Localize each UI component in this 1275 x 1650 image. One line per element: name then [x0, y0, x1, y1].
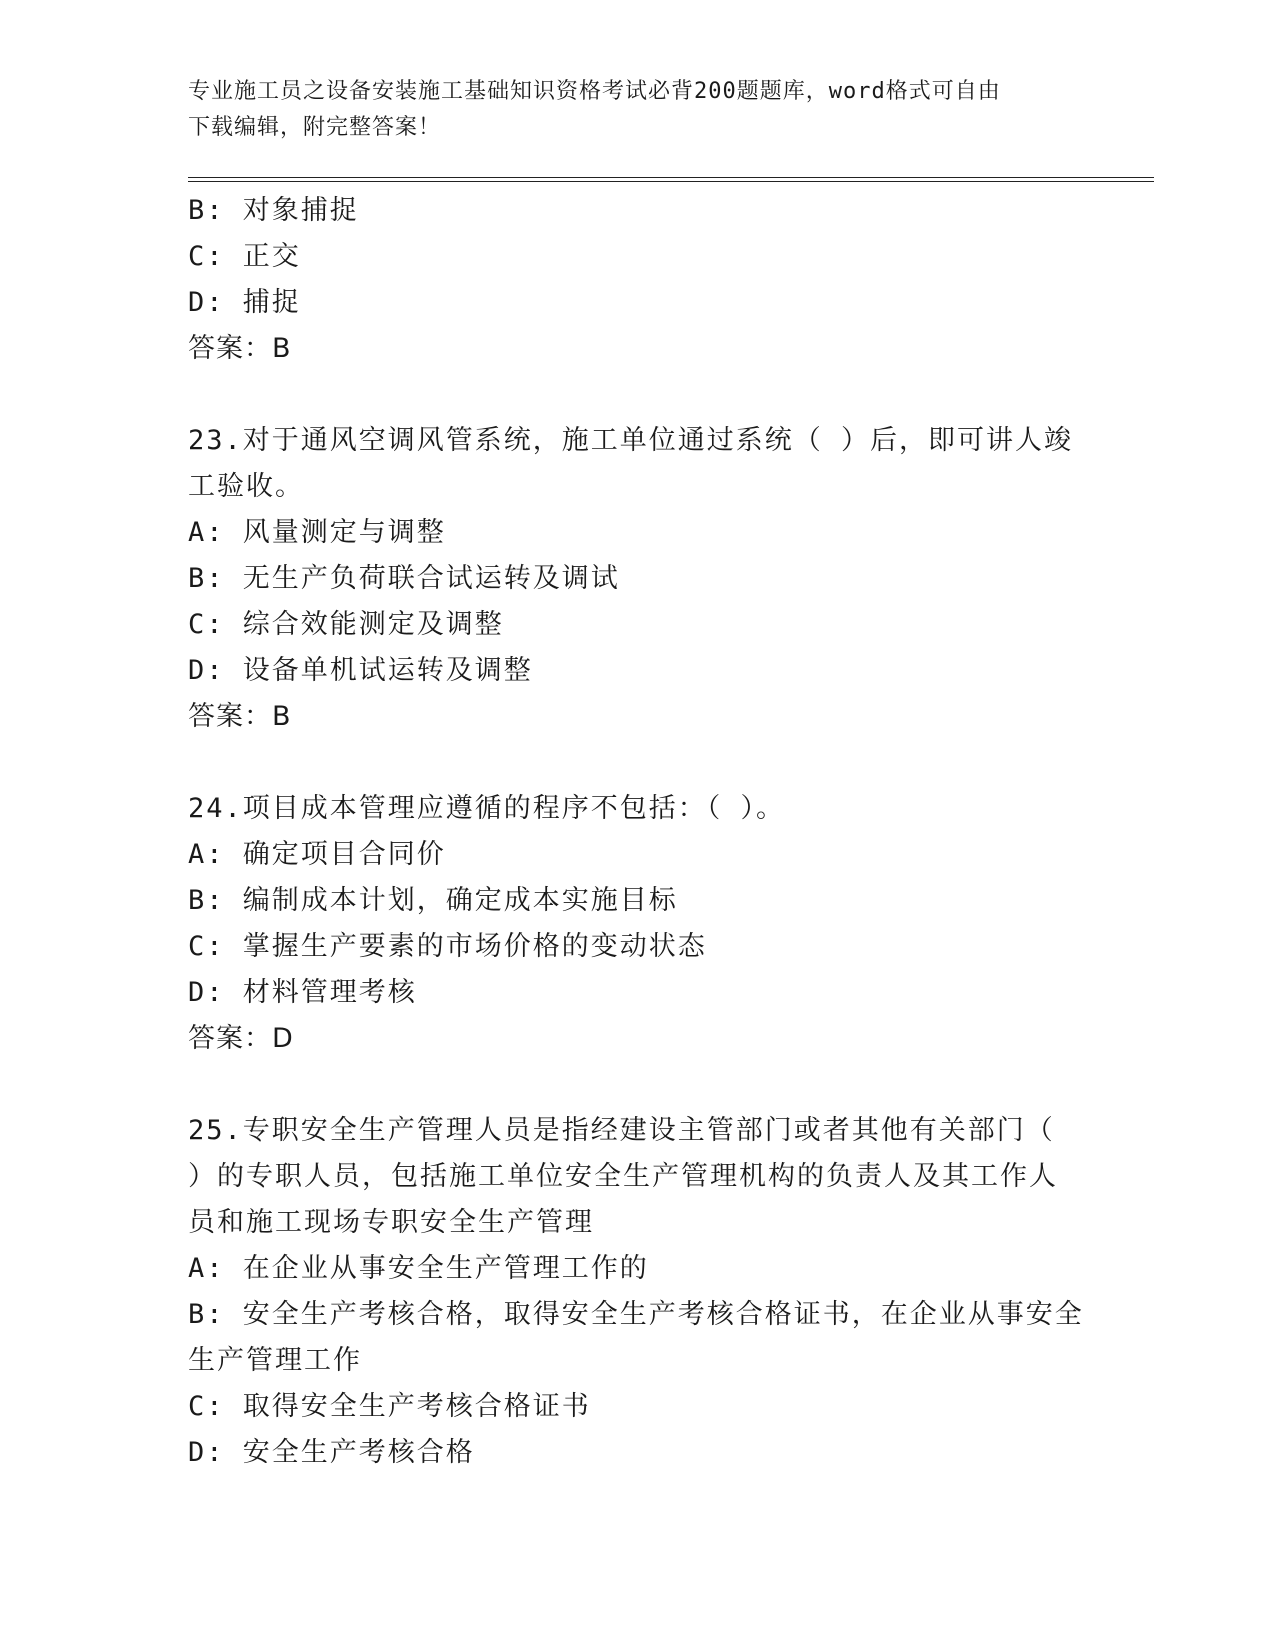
answer: 答案：B — [188, 333, 292, 364]
option-a: A: 确定项目合同价 — [188, 839, 446, 870]
option-a: A: 在企业从事安全生产管理工作的 — [188, 1253, 649, 1284]
answer: 答案：D — [188, 1023, 294, 1054]
spacer — [188, 740, 1088, 786]
answer: 答案：B — [188, 701, 292, 732]
option-d: D: 安全生产考核合格 — [188, 1437, 475, 1468]
question-stem: 工验收。 — [188, 471, 304, 502]
option-a: A: 风量测定与调整 — [188, 517, 446, 548]
option-d: D: 捕捉 — [188, 287, 301, 318]
option-b: B: 无生产负荷联合试运转及调试 — [188, 563, 620, 594]
option-b: B: 编制成本计划，确定成本实施目标 — [188, 885, 678, 916]
question-stem: 24.项目成本管理应遵循的程序不包括：（ ）。 — [188, 793, 786, 824]
option-c: C: 取得安全生产考核合格证书 — [188, 1391, 591, 1422]
document-body — [188, 188, 1088, 1476]
option-b: B: 安全生产考核合格，取得安全生产考核合格证书，在企业从事安全 — [188, 1299, 1084, 1330]
question-stem: 员和施工现场专职安全生产管理 — [188, 1207, 594, 1238]
spacer — [188, 372, 1088, 418]
question-stem: 23.对于通风空调风管系统，施工单位通过系统（ ）后，即可讲人竣 — [188, 425, 1074, 456]
option-c: C: 正交 — [188, 241, 301, 272]
option-d: D: 材料管理考核 — [188, 977, 417, 1008]
option-b-continued: 生产管理工作 — [188, 1345, 362, 1376]
option-d: D: 设备单机试运转及调整 — [188, 655, 533, 686]
question-22 — [188, 188, 1088, 372]
spacer — [188, 1062, 1088, 1108]
question-23 — [188, 418, 1088, 740]
question-stem: ）的专职人员，包括施工单位安全生产管理机构的负责人及其工作人 — [188, 1161, 1058, 1192]
option-c: C: 掌握生产要素的市场价格的变动状态 — [188, 931, 707, 962]
header-line-1: 专业施工员之设备安装施工基础知识资格考试必背200题题库，word格式可自由 — [188, 79, 1001, 104]
option-b: B: 对象捕捉 — [188, 195, 359, 226]
header-line-2: 下载编辑，附完整答案！ — [188, 115, 442, 140]
question-25 — [188, 1108, 1088, 1476]
question-stem: 25.专职安全生产管理人员是指经建设主管部门或者其他有关部门（ — [188, 1115, 1055, 1146]
document-header — [188, 74, 1068, 146]
header-divider — [188, 177, 1154, 182]
option-c: C: 综合效能测定及调整 — [188, 609, 504, 640]
question-24 — [188, 786, 1088, 1062]
